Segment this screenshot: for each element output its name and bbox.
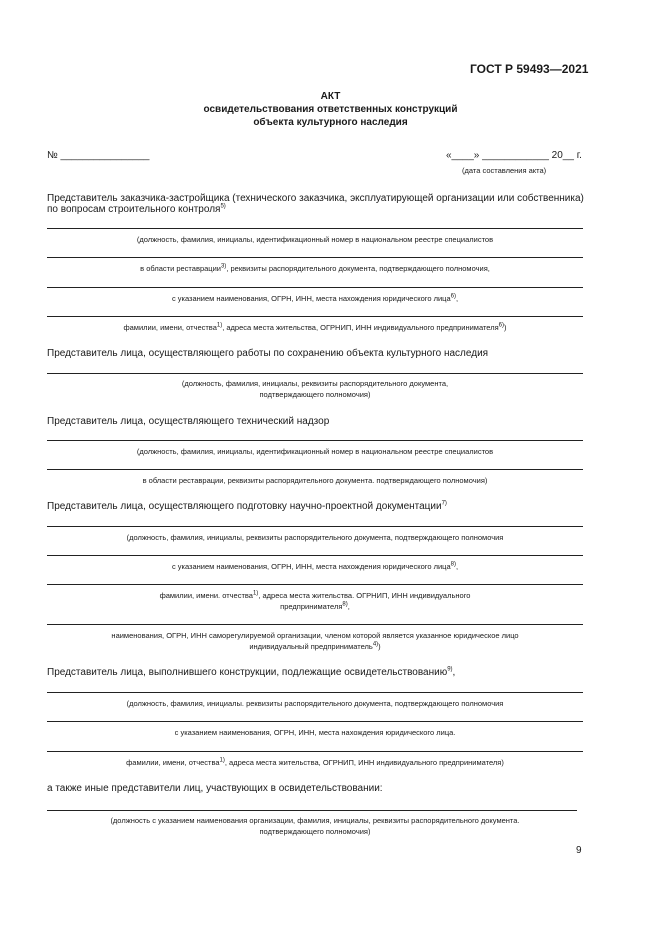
note-text: с указанием наименования, ОГРН, ИНН, места нахождения юридического лица	[171, 294, 451, 303]
fill-line	[47, 469, 583, 470]
footnote-ref: 4)	[372, 641, 379, 648]
fill-line	[47, 257, 583, 258]
customer-heading-text: по вопросам строительного контроля	[47, 204, 221, 215]
note-text: )	[504, 323, 507, 332]
act-number-field: № ________________	[47, 150, 150, 161]
customer-note-4	[47, 322, 583, 333]
customer-note-3	[47, 293, 583, 304]
fill-line	[47, 721, 583, 722]
design-note-3-cont	[47, 601, 583, 612]
footnote-ref: 7)	[441, 500, 447, 507]
note-text: , адреса места жительства, ОГРНИП, ИНН индивидуального предпринимателя)	[224, 758, 504, 767]
footnote-ref: 1)	[219, 757, 225, 764]
others-note-2: подтверждающего полномочия)	[259, 827, 371, 836]
footnote-ref: 8)	[450, 561, 456, 568]
fill-line	[47, 526, 583, 527]
preservation-heading: Представитель лица, осуществляющего работы по сохранению объекта культурного наследия	[47, 348, 489, 359]
design-note-2	[47, 561, 583, 572]
fill-line	[47, 751, 583, 752]
others-heading: а также иные представители лиц, участвующих в освидетельствовании:	[47, 783, 383, 794]
fill-line	[47, 624, 583, 625]
fill-line	[47, 373, 583, 374]
note-text: фамилии, имени. отчества	[159, 591, 253, 600]
footnote-ref: 6)	[450, 293, 456, 300]
doc-title: АКТ	[320, 91, 341, 102]
design-note-1: (должность, фамилия, инициалы, реквизиты распорядительного документа, подтверждающего полномочия	[126, 533, 504, 542]
note-text: с указанием наименования, ОГРН, ИНН, места нахождения юридического лица	[171, 562, 451, 571]
fill-line	[47, 316, 583, 317]
note-text: , реквизиты распорядительного документа, подтверждающего полномочия,	[226, 264, 490, 273]
note-text: индивидуальный предприниматель	[249, 642, 373, 651]
design-heading-text: Представитель лица, осуществляющего подготовку научно-проектной документации	[47, 501, 442, 512]
act-date-field: «____» ____________ 20__ г.	[446, 150, 582, 161]
supervision-note-1: (должность, фамилия, инициалы, идентификационный номер в национальном реестре специалистов	[136, 447, 494, 456]
contractor-note-1: (должность, фамилия, инициалы. реквизиты распорядительного документа, подтверждающего полномочия	[126, 699, 504, 708]
fill-line	[47, 810, 577, 811]
customer-note-2	[47, 263, 583, 274]
note-text: , адреса места жительства. ОГРНИП, ИНН индивидуального	[258, 591, 471, 600]
note-text: ,	[347, 602, 350, 611]
footnote-ref: 8)	[342, 601, 348, 608]
note-text: , адреса места жительства, ОГРНИП, ИНН индивидуального предпринимателя	[222, 323, 499, 332]
preservation-note-1: (должность, фамилия, инициалы, реквизиты распорядительного документа,	[181, 379, 449, 388]
note-text: фамилии, имени, отчества	[123, 323, 217, 332]
note-text: фамилии, имени, отчества	[126, 758, 220, 767]
fill-line	[47, 228, 583, 229]
contractor-heading-tail: ,	[452, 667, 456, 678]
fill-line	[47, 555, 583, 556]
doc-subtitle-line1: освидетельствования ответственных конструкций	[203, 104, 458, 115]
contractor-heading-text: Представитель лица, выполнившего конструкции, подлежащие освидетельствованию	[47, 667, 448, 678]
design-note-4: наименования, ОГРН, ИНН саморегулируемой организации, членом которой является указанное юридическое лицо	[111, 631, 519, 640]
date-note: (дата составления акта)	[462, 166, 547, 175]
contractor-note-2: с указанием наименования, ОГРН, ИНН, места нахождения юридического лица.	[174, 728, 456, 737]
design-note-3	[47, 590, 583, 601]
footnote-ref: 5)	[220, 203, 226, 210]
doc-subtitle-line2: объекта культурного наследия	[253, 117, 408, 128]
preservation-note-2: подтверждающего полномочия)	[259, 390, 371, 399]
supervision-note-2: в области реставрации, реквизиты распорядительного документа. подтверждающего полномочия)	[142, 476, 488, 485]
footnote-ref: 1)	[252, 590, 259, 597]
note-text: ,	[455, 294, 459, 303]
footnote-ref: 3)	[220, 263, 227, 270]
fill-line	[47, 287, 583, 288]
design-note-4-cont	[47, 641, 583, 652]
contractor-heading	[47, 667, 455, 678]
note-text: )	[378, 642, 381, 651]
page-number: 9	[576, 845, 582, 856]
contractor-note-3	[47, 757, 583, 768]
others-note-1: (должность с указанием наименования организации, фамилия, инициалы, реквизиты распорядительного документа.	[110, 816, 520, 825]
customer-heading-line2	[47, 204, 226, 215]
supervision-heading: Представитель лица, осуществляющего технический надзор	[47, 416, 330, 427]
standard-number: ГОСТ Р 59493—2021	[470, 62, 589, 76]
fill-line	[47, 692, 583, 693]
customer-note-1: (должность, фамилия, инициалы, идентификационный номер в национальном реестре специалистов	[136, 235, 494, 244]
fill-line	[47, 440, 583, 441]
note-text: ,	[455, 562, 459, 571]
footnote-ref: 9)	[447, 666, 453, 673]
note-text: в области реставрации	[140, 264, 221, 273]
fill-line	[47, 584, 583, 585]
customer-heading-line1: Представитель заказчика-застройщика (технического заказчика, эксплуатирующей организации или собственника)	[47, 193, 584, 204]
note-text: предпринимателя	[280, 602, 343, 611]
footnote-ref: 1)	[216, 322, 223, 329]
design-heading	[47, 501, 447, 512]
footnote-ref: 6)	[498, 322, 505, 329]
